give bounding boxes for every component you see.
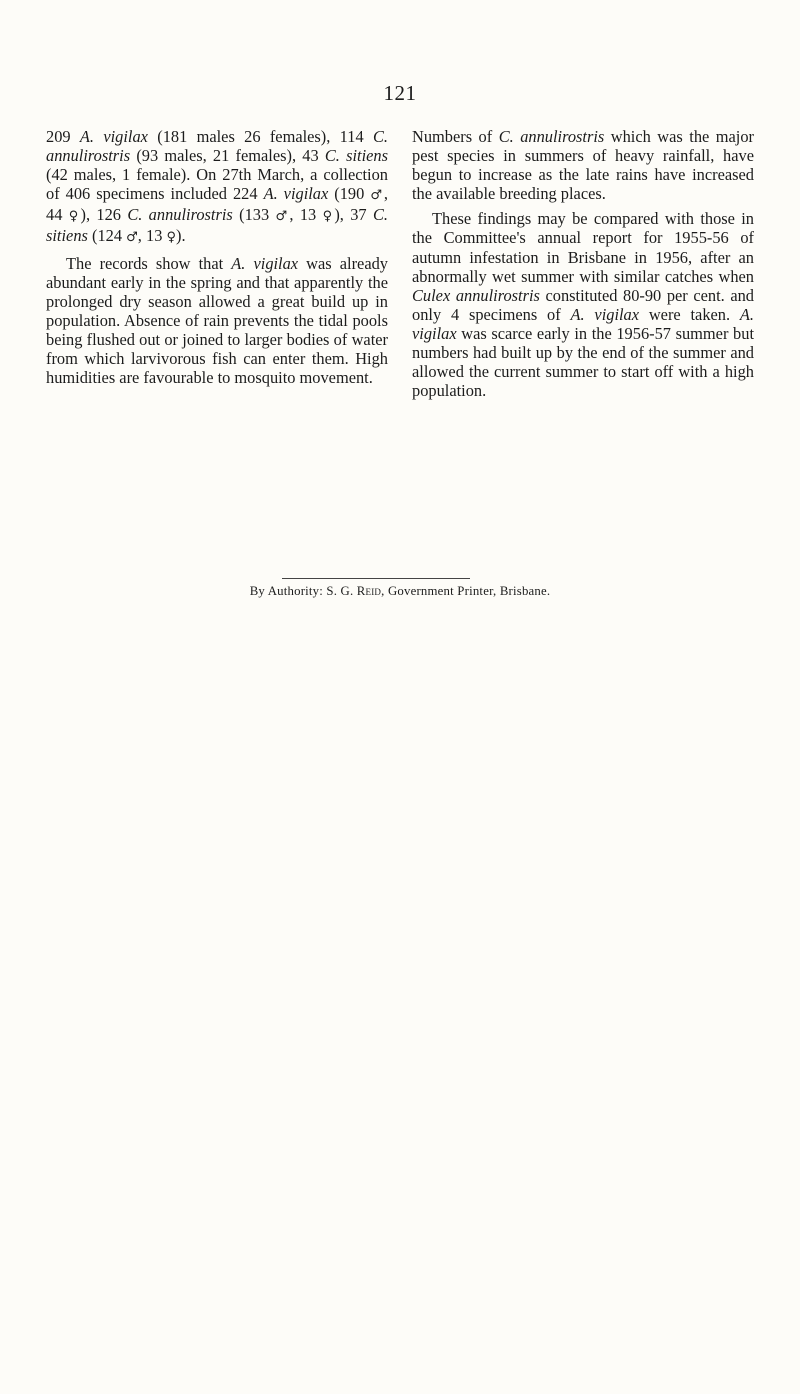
text-span: ), 126 bbox=[80, 205, 128, 225]
text-span: The records show that bbox=[66, 253, 232, 273]
printer-imprint bbox=[0, 583, 800, 599]
male-symbol: ♂ bbox=[126, 230, 138, 246]
left-paragraph-1 bbox=[46, 127, 388, 248]
female-symbol: ♀ bbox=[68, 209, 81, 225]
female-symbol: ♀ bbox=[166, 230, 177, 246]
text-span: were taken. bbox=[639, 304, 740, 324]
left-column bbox=[46, 127, 388, 393]
species-name: C. annulirostris bbox=[127, 205, 233, 225]
text-span: , 13 bbox=[137, 226, 167, 246]
species-name: A. vigilax bbox=[263, 184, 329, 204]
page-number: 121 bbox=[383, 81, 417, 105]
text-span: (181 males 26 females), 114 bbox=[147, 127, 373, 146]
text-span: (93 males, 21 females), 43 bbox=[130, 146, 325, 166]
species-name: Culex annulirostris bbox=[412, 285, 540, 305]
text-span: (133 bbox=[232, 205, 276, 225]
right-paragraph-1 bbox=[412, 127, 754, 203]
female-symbol: ♀ bbox=[322, 209, 335, 225]
left-paragraph-2 bbox=[46, 254, 388, 388]
imprint-suffix: , Government Printer, Brisbane. bbox=[381, 584, 551, 598]
species-name: C. sitiens bbox=[324, 146, 388, 166]
text-span: constituted 80-90 per cent. and only 4 specimens of bbox=[412, 285, 754, 324]
right-paragraph-2 bbox=[412, 209, 754, 400]
imprint-prefix: By Authority: S. G. bbox=[249, 584, 357, 598]
text-span: (42 males, 1 female). On 27th March, a collection of 406 specimens included 224 bbox=[46, 165, 388, 204]
male-symbol: ♂ bbox=[275, 209, 290, 225]
text-span: which was the major pest species in summers of heavy rainfall, have begun to increase as the late rains have increased the available breeding places. bbox=[412, 127, 754, 204]
male-symbol: ♂ bbox=[370, 188, 384, 204]
text-span: was scarce early in the 1956-57 summer but numbers had built up by the end of the summer and allowed the current summer to start off with a high population. bbox=[412, 323, 754, 401]
text-span: , 13 bbox=[289, 205, 323, 225]
right-column bbox=[412, 127, 754, 406]
species-name: C. sitiens bbox=[46, 205, 388, 246]
text-span: was already abundant early in the spring and that apparently the prolonged dry season allowed a great build up in population. Absence of rain prevents the tidal pools being flushed out or joined to larger bodies of water from which larvivorous fish can enter them. High humidities are favourable to mosquito movement. bbox=[46, 253, 388, 388]
text-span: ), 37 bbox=[334, 205, 373, 225]
species-name: A. vigilax bbox=[570, 304, 640, 324]
printer-name: Reid bbox=[356, 584, 382, 598]
species-name: A. vigilax bbox=[231, 253, 299, 273]
species-name: A. vigilax bbox=[79, 127, 148, 146]
species-name: C. annulirostris bbox=[498, 127, 605, 146]
text-span: These findings may be compared with those in the Committee's annual report for 1955-56 of autumn infestation in Brisbane in 1956, after an abnormally wet summer with similar catches when bbox=[412, 209, 754, 286]
text-span: Numbers of bbox=[412, 127, 499, 146]
text-span: (190 bbox=[328, 184, 371, 204]
footer-rule bbox=[282, 578, 470, 579]
text-span: (124 bbox=[87, 226, 127, 246]
text-span: 209 bbox=[46, 127, 80, 146]
text-span: , 44 bbox=[46, 184, 389, 225]
species-name: A. vigilax bbox=[412, 304, 755, 343]
text-span: ). bbox=[176, 226, 186, 246]
species-name: C. annulirostris bbox=[46, 127, 388, 166]
